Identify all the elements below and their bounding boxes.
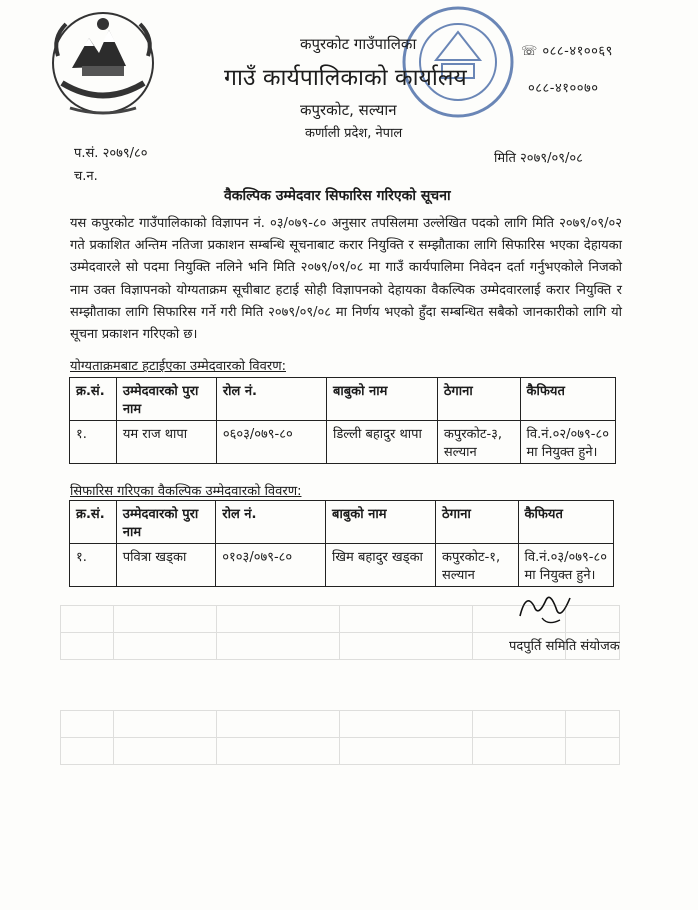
cell-name: पवित्रा खड्का — [116, 544, 216, 587]
col-address: ठेगाना — [437, 378, 520, 421]
cell-name: यम राज थापा — [116, 421, 216, 464]
province-line: कर्णाली प्रदेश, नेपाल — [305, 126, 403, 141]
col-roll: रोल नं. — [216, 501, 326, 544]
col-father: बाबुको नाम — [326, 501, 436, 544]
table-header-row — [70, 501, 614, 544]
dispatch-number: च.न. — [74, 169, 98, 184]
removed-candidate-table — [69, 377, 616, 464]
signatory-title: पदपुर्ति समिति संयोजक — [509, 639, 620, 654]
col-serial: क्र.सं. — [70, 501, 117, 544]
notice-body: यस कपुरकोट गाउँपालिकाको विज्ञापन नं. ०३/०७९-८० अनुसार तपसिलमा उल्लेखित पदको लागि मिति २०७९/०९/०२ गते प्रकाशित अन्तिम नतिजा प्रकाशन सम्बन्धि सूचनाबाट करार नियुक्ति र सम्झौताका लागि सिफारिस भएका देहायका उम्मेदवारले सो पदमा नियुक्ति नलिने भनि मिति २०७९/०९/०८ मा गाउँ कार्यपालिमा निवेदन दर्ता गर्नुभएकोले निजको नाम उक्त विज्ञापनको योग्यताक्रम सूचीबाट हटाई सोही विज्ञापनको देहायका वैकल्पिक उम्मेदवारलाई करार नियुक्ति र सम्झौताका लागि सिफारिस गर्ने गरी मिति २०७९/०९/०८ मा निर्णय भएको हुँदा सम्बन्धित सबैको जानकारीको लागि यो सूचना प्रकाशन गरिएको छ। — [70, 216, 622, 343]
notice-subject: वैकल्पिक उम्मेदवार सिफारिस गरिएको सूचना — [224, 188, 451, 204]
cell-father: डिल्ली बहादुर थापा — [326, 421, 437, 464]
cell-serial: १. — [70, 544, 117, 587]
col-remarks: कैफियत — [518, 501, 613, 544]
col-name: उम्मेदवारको पुरा नाम — [116, 501, 216, 544]
letter-number: प.सं. २०७९/८० — [74, 146, 148, 161]
bleed-through-shadow — [60, 605, 620, 905]
cell-address: कपुरकोट-३, सल्यान — [437, 421, 520, 464]
phone-number-1: ☏ ०८८-४१००६९ — [521, 44, 613, 59]
col-remarks: कैफियत — [520, 378, 615, 421]
table-header-row — [70, 378, 616, 421]
recommended-candidate-caption: सिफारिस गरिएका वैकल्पिक उम्मेदवारको विवरण: — [70, 484, 302, 499]
table-row — [70, 544, 614, 587]
cell-serial: १. — [70, 421, 117, 464]
removed-candidate-caption: योग्यताक्रमबाट हटाईएका उम्मेदवारको विवरण: — [70, 359, 286, 374]
cell-roll: ०१०३/०७९-८० — [216, 544, 326, 587]
cell-roll: ०६०३/०७९-८० — [216, 421, 326, 464]
cell-remarks: वि.नं.०२/०७९-८० मा नियुक्त हुने। — [520, 421, 615, 464]
col-address: ठेगाना — [436, 501, 519, 544]
col-serial: क्र.सं. — [70, 378, 117, 421]
letter-date: मिति २०७९/०९/०८ — [494, 151, 583, 166]
office-location: कपुरकोट, सल्यान — [300, 101, 397, 119]
office-title: गाउँ कार्यपालिकाको कार्यालय — [224, 65, 467, 91]
cell-address: कपुरकोट-१, सल्यान — [436, 544, 519, 587]
col-father: बाबुको नाम — [326, 378, 437, 421]
recommended-candidate-table — [69, 500, 614, 587]
phone-number-2: ०८८-४१००७० — [528, 81, 599, 96]
col-name: उम्मेदवारको पुरा नाम — [116, 378, 216, 421]
col-roll: रोल नं. — [216, 378, 326, 421]
cell-father: खिम बहादुर खड्का — [326, 544, 436, 587]
municipality-name: कपुरकोट गाउँपालिका — [300, 35, 417, 53]
table-row — [70, 421, 616, 464]
cell-remarks: वि.नं.०३/०७९-८० मा नियुक्त हुने। — [518, 544, 613, 587]
nepal-emblem-icon — [44, 8, 162, 118]
